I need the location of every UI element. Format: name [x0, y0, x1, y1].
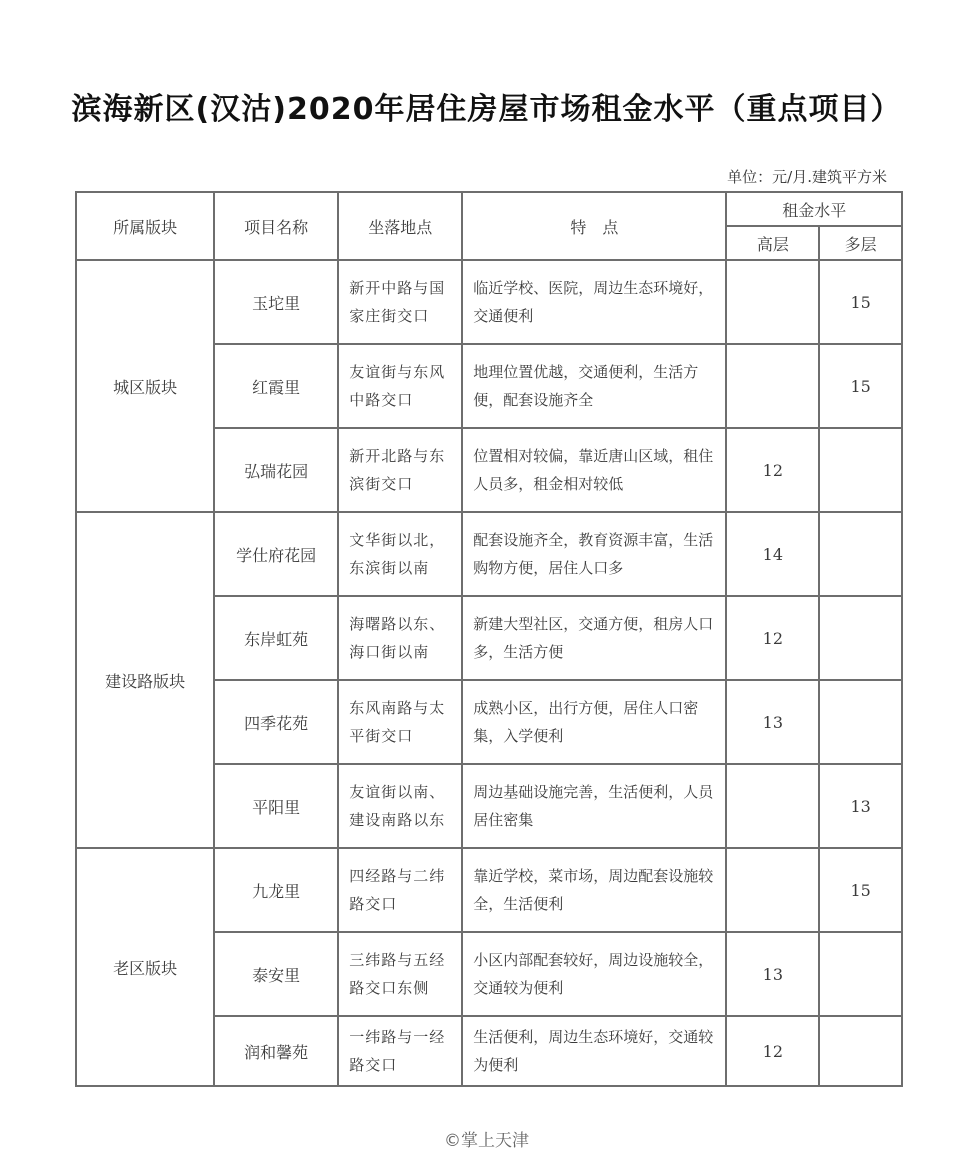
header-location: 坐落地点 — [338, 192, 462, 260]
multi-storey-rent: 15 — [819, 848, 902, 932]
multi-storey-rent: 15 — [819, 260, 902, 344]
table-row — [76, 260, 902, 344]
high-rise-rent — [726, 344, 819, 428]
high-rise-rent — [726, 260, 819, 344]
location-cell: 新开中路与国家庄街交口 — [338, 260, 462, 344]
project-name: 平阳里 — [214, 764, 338, 848]
high-rise-rent — [726, 764, 819, 848]
high-rise-rent: 12 — [726, 428, 819, 512]
table-row — [76, 848, 902, 932]
location-cell: 三纬路与五经路交口东侧 — [338, 932, 462, 1016]
location-cell: 友谊街以南、建设南路以东 — [338, 764, 462, 848]
features-cell: 周边基础设施完善，生活便利，人员居住密集 — [462, 764, 726, 848]
multi-storey-rent — [819, 1016, 902, 1086]
project-name: 红霞里 — [214, 344, 338, 428]
header-features: 特 点 — [462, 192, 726, 260]
project-name: 润和馨苑 — [214, 1016, 338, 1086]
project-name: 东岸虹苑 — [214, 596, 338, 680]
table-row — [76, 512, 902, 596]
watermark: ©掌上天津 — [444, 1131, 529, 1151]
high-rise-rent: 12 — [726, 1016, 819, 1086]
unit-note: 单位：元/月.建筑平方米 — [727, 168, 887, 186]
multi-storey-rent — [819, 596, 902, 680]
project-name: 九龙里 — [214, 848, 338, 932]
project-name: 泰安里 — [214, 932, 338, 1016]
features-cell: 临近学校、医院，周边生态环境好，交通便利 — [462, 260, 726, 344]
features-cell: 新建大型社区，交通方便，租房人口多，生活方便 — [462, 596, 726, 680]
header-name: 项目名称 — [214, 192, 338, 260]
location-cell: 一纬路与一经路交口 — [338, 1016, 462, 1086]
multi-storey-rent: 15 — [819, 344, 902, 428]
features-cell: 小区内部配套较好，周边设施较全，交通较为便利 — [462, 932, 726, 1016]
features-cell: 成熟小区，出行方便，居住人口密集，入学便利 — [462, 680, 726, 764]
location-cell: 四经路与二纬路交口 — [338, 848, 462, 932]
high-rise-rent — [726, 848, 819, 932]
rent-table — [75, 191, 903, 1087]
project-name: 弘瑞花园 — [214, 428, 338, 512]
multi-storey-rent — [819, 680, 902, 764]
block-cell: 建设路版块 — [76, 512, 214, 848]
features-cell: 地理位置优越，交通便利，生活方便，配套设施齐全 — [462, 344, 726, 428]
location-cell: 东风南路与太平街交口 — [338, 680, 462, 764]
multi-storey-rent: 13 — [819, 764, 902, 848]
high-rise-rent: 13 — [726, 680, 819, 764]
document-title: 滨海新区(汉沽)2020年居住房屋市场租金水平（重点项目） — [71, 92, 902, 127]
header-block: 所属版块 — [76, 192, 214, 260]
location-cell: 友谊街与东风中路交口 — [338, 344, 462, 428]
multi-storey-rent — [819, 932, 902, 1016]
features-cell: 靠近学校，菜市场，周边配套设施较全，生活便利 — [462, 848, 726, 932]
features-cell: 位置相对较偏，靠近唐山区域，租住人员多，租金相对较低 — [462, 428, 726, 512]
location-cell: 新开北路与东滨街交口 — [338, 428, 462, 512]
project-name: 玉坨里 — [214, 260, 338, 344]
high-rise-rent: 14 — [726, 512, 819, 596]
high-rise-rent: 13 — [726, 932, 819, 1016]
project-name: 四季花苑 — [214, 680, 338, 764]
header-multi-storey: 多层 — [819, 226, 902, 260]
block-cell: 老区版块 — [76, 848, 214, 1086]
multi-storey-rent — [819, 512, 902, 596]
header-rent-level: 租金水平 — [726, 192, 902, 226]
features-cell: 生活便利，周边生态环境好，交通较为便利 — [462, 1016, 726, 1086]
location-cell: 海曙路以东、海口街以南 — [338, 596, 462, 680]
features-cell: 配套设施齐全，教育资源丰富，生活购物方便，居住人口多 — [462, 512, 726, 596]
header-high-rise: 高层 — [726, 226, 819, 260]
multi-storey-rent — [819, 428, 902, 512]
project-name: 学仕府花园 — [214, 512, 338, 596]
block-cell: 城区版块 — [76, 260, 214, 512]
high-rise-rent: 12 — [726, 596, 819, 680]
location-cell: 文华街以北，东滨街以南 — [338, 512, 462, 596]
